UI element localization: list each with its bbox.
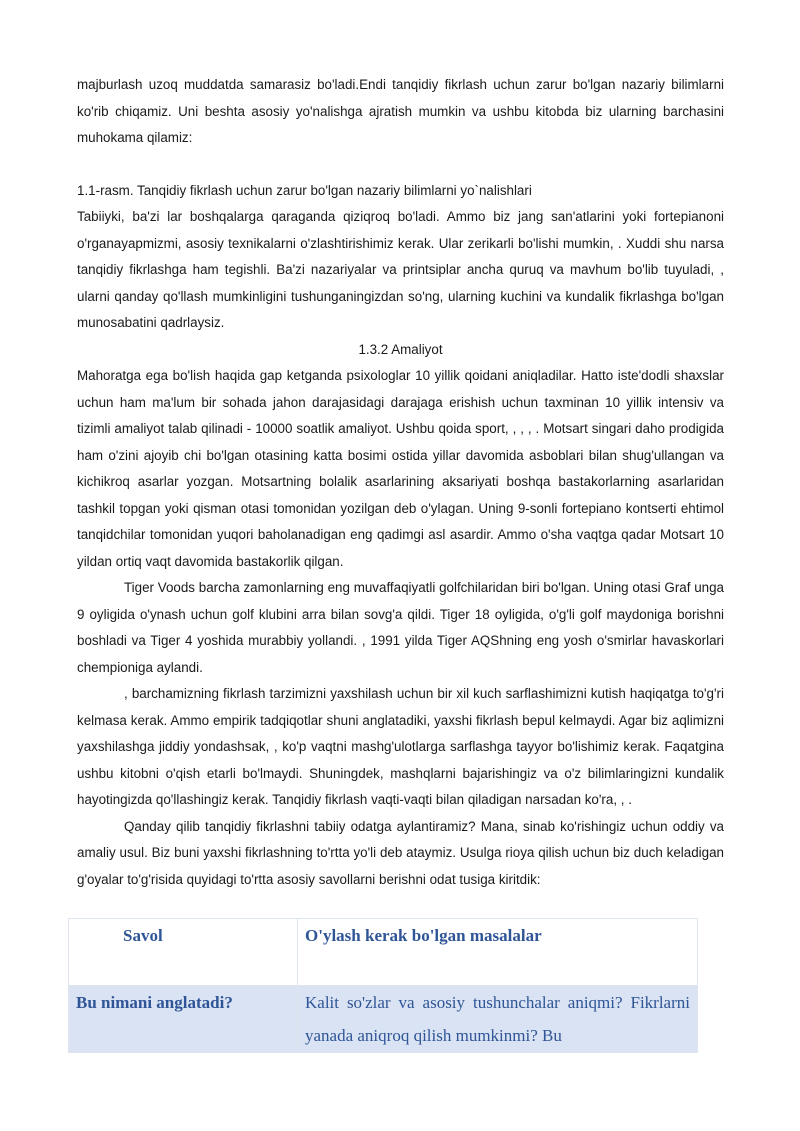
table-cell-question: Bu nimani anglatadi? [69, 986, 298, 1053]
table-cell-issues: Kalit so'zlar va asosiy tushunchalar aniqmi? Fikrlarni yanada aniqroq qilish mumkinmi? Bu [298, 986, 698, 1053]
paragraph-mozart: Mahoratga ega bo'lish haqida gap ketganda psixologlar 10 yillik qoidani aniqladilar. Hatto iste'dodli shaxslar uchun ham ma'lum bir sohada jahon darajasidagi darajaga erishish uchun taxminan 10 yillik intensiv va tizimli amaliyot talab qilinadi - 10000 soatlik amaliyot. Ushbu qoida sport, , , , . Motsart singari daho prodigida ham o'zini ajoyib chi bo'lgan otasining katta bosimi ostida yillar davomida asboblari bilan shug'ullangan va kichikroq asarlar yozgan. Motsartning bolalik asarlarining aksariyati boshqa bastakorlarning asarlaridan tashkil topgan yoki qisman otasi tomonidan yozilgan deb o'ylagan. Uning 9-sonli fortepiano kontserti ehtimol tanqidchilar tomonidan yuqori baholanadigan eng qadimgi asl asardir. Ammo o'sha vaqtga qadar Motsart 10 yildan ortiq vaqt davomida bastakorlik qilgan. [77, 368, 724, 569]
paragraph-tiger: Tiger Voods barcha zamonlarning eng muvaffaqiyatli golfchilaridan biri bo'lgan. Uning otasi Graf unga 9 oyligida o'ynash uchun golf klubini arra bilan sovg'a qildi. Tiger 18 oyligida, o'g'li golf maydoniga borishni boshladi va Tiger 4 yoshida murabbiy yollandi. , 1991 yilda Tiger AQShning eng yosh o'smirlar havaskorlari chempioniga aylandi. [77, 580, 724, 675]
questions-table [68, 918, 698, 1053]
spacer [77, 152, 724, 178]
table-row [69, 986, 698, 1053]
paragraph-method: Qanday qilib tanqidiy fikrlashni tabiiy odatga aylantiramiz? Mana, sinab ko'rishingiz uchun oddiy va amaliy usul. Biz buni yaxshi fikrlashning to'rtta yo'li deb ataymiz. Usulga rioya qilish uchun biz duch keladigan g'oyalar to'g'risida quyidagi to'rtta asosiy savollarni berishni odat tusiga kiritdik: [77, 818, 724, 887]
table-header-cell: Savol [69, 919, 298, 986]
document-body [77, 72, 724, 893]
paragraph-theory: Tabiiyki, ba'zi lar boshqalarga qaraganda qiziqroq bo'ladi. Ammo biz jang san'atlarini yoki fortepianoni o'rganayapmizmi, asosiy texnikalarni o'zlashtirishimiz kerak. Ular zerikarli bo'lishi mumkin, . Xuddi shu narsa tanqidiy fikrlashga ham tegishli. Ba'zi nazariyalar va printsiplar ancha quruq va mavhum bo'lib tuyuladi, , ularni qanday qo'llash mumkinligini tushunganingizdan so'ng, ularning kuchini va kundalik fikrlashga bo'lgan munosabatini qadrlaysiz. [77, 209, 724, 330]
table-header-row [69, 919, 698, 986]
paragraph-practice: , barchamizning fikrlash tarzimizni yaxshilash uchun bir xil kuch sarflashimizni kutish haqiqatga to'g'ri kelmasa kerak. Ammo empirik tadqiqotlar shuni anglatadiki, yaxshi fikrlash bepul kelmaydi. Agar biz aqlimizni yaxshilashga jiddiy yondashsak, , ko'p vaqtni mashg'ulotlarga sarflashga tayyor bo'lishimiz kerak. Faqatgina ushbu kitobni o'qish etarli bo'lmaydi. Shuningdek, mashqlarni bajarishingiz va o'z bilimlaringizni kundalik hayotingizda qo'llashingiz kerak. Tanqidiy fikrlash vaqti-vaqti bilan qiladigan narsadan ko'ra, , . [77, 686, 724, 807]
paragraph-intro: majburlash uzoq muddatda samarasiz bo'ladi.Endi tanqidiy fikrlash uchun zarur bo'lgan nazariy bilimlarni ko'rib chiqamiz. Uni beshta asosiy yo'nalishga ajratish mumkin va ushbu kitobda biz ularning barchasini muhokama qilamiz: [77, 77, 724, 145]
table-header-cell: O'ylash kerak bo'lgan masalalar [298, 919, 698, 986]
section-heading: 1.3.2 Amaliyot [358, 341, 443, 357]
figure-caption: 1.1-rasm. Tanqidiy fikrlash uchun zarur bo'lgan nazariy bilimlarni yo`nalishlari [77, 182, 532, 198]
